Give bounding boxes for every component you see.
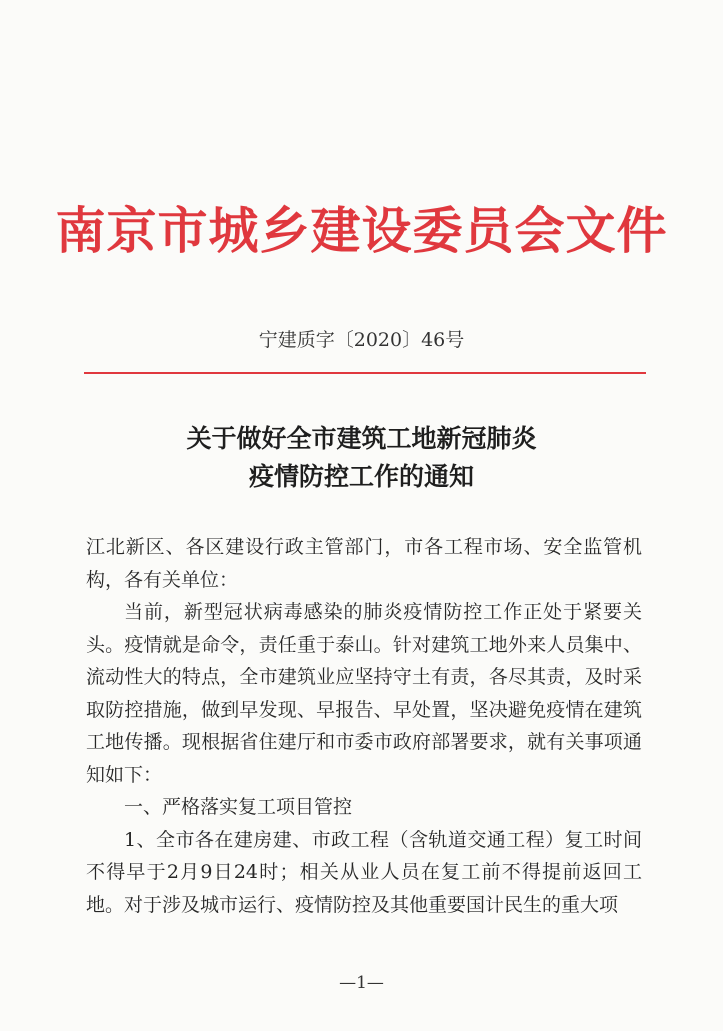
document-number: 宁建质字〔2020〕46号 [258, 329, 465, 351]
document-header: 南京市城乡建设委员会文件 [55, 201, 668, 260]
document-body [86, 531, 642, 921]
red-divider-line [84, 372, 646, 374]
recipients: 江北新区、各区建设行政主管部门，市各工程市场、安全监管机构，各有关单位： [86, 536, 642, 591]
document-title [0, 420, 723, 496]
title-line-2: 疫情防控工作的通知 [248, 462, 474, 491]
section-heading-1: 一、严格落实复工项目管控 [124, 796, 353, 818]
title-line-1: 关于做好全市建筑工地新冠肺炎 [186, 424, 537, 453]
page-number: —1— [339, 973, 384, 993]
paragraph-item-1: 1、全市各在建房建、市政工程（含轨道交通工程）复工时间不得早于2月9日24时；相关从业人员在复工前不得提前返回工地。对于涉及城市运行、疫情防控及其他重要国计民生的重大项 [86, 828, 642, 916]
paragraph-intro: 当前，新型冠状病毒感染的肺炎疫情防控工作正处于紧要关头。疫情就是命令，责任重于泰山。针对建筑工地外来人员集中、流动性大的特点，全市建筑业应坚持守土有责，各尽其责，及时采取防控措施，做到早发现、早报告、早处置，坚决避免疫情在建筑工地传播。现根据省住建厅和市委市政府部署要求，就有关事项通知如下： [86, 601, 642, 786]
